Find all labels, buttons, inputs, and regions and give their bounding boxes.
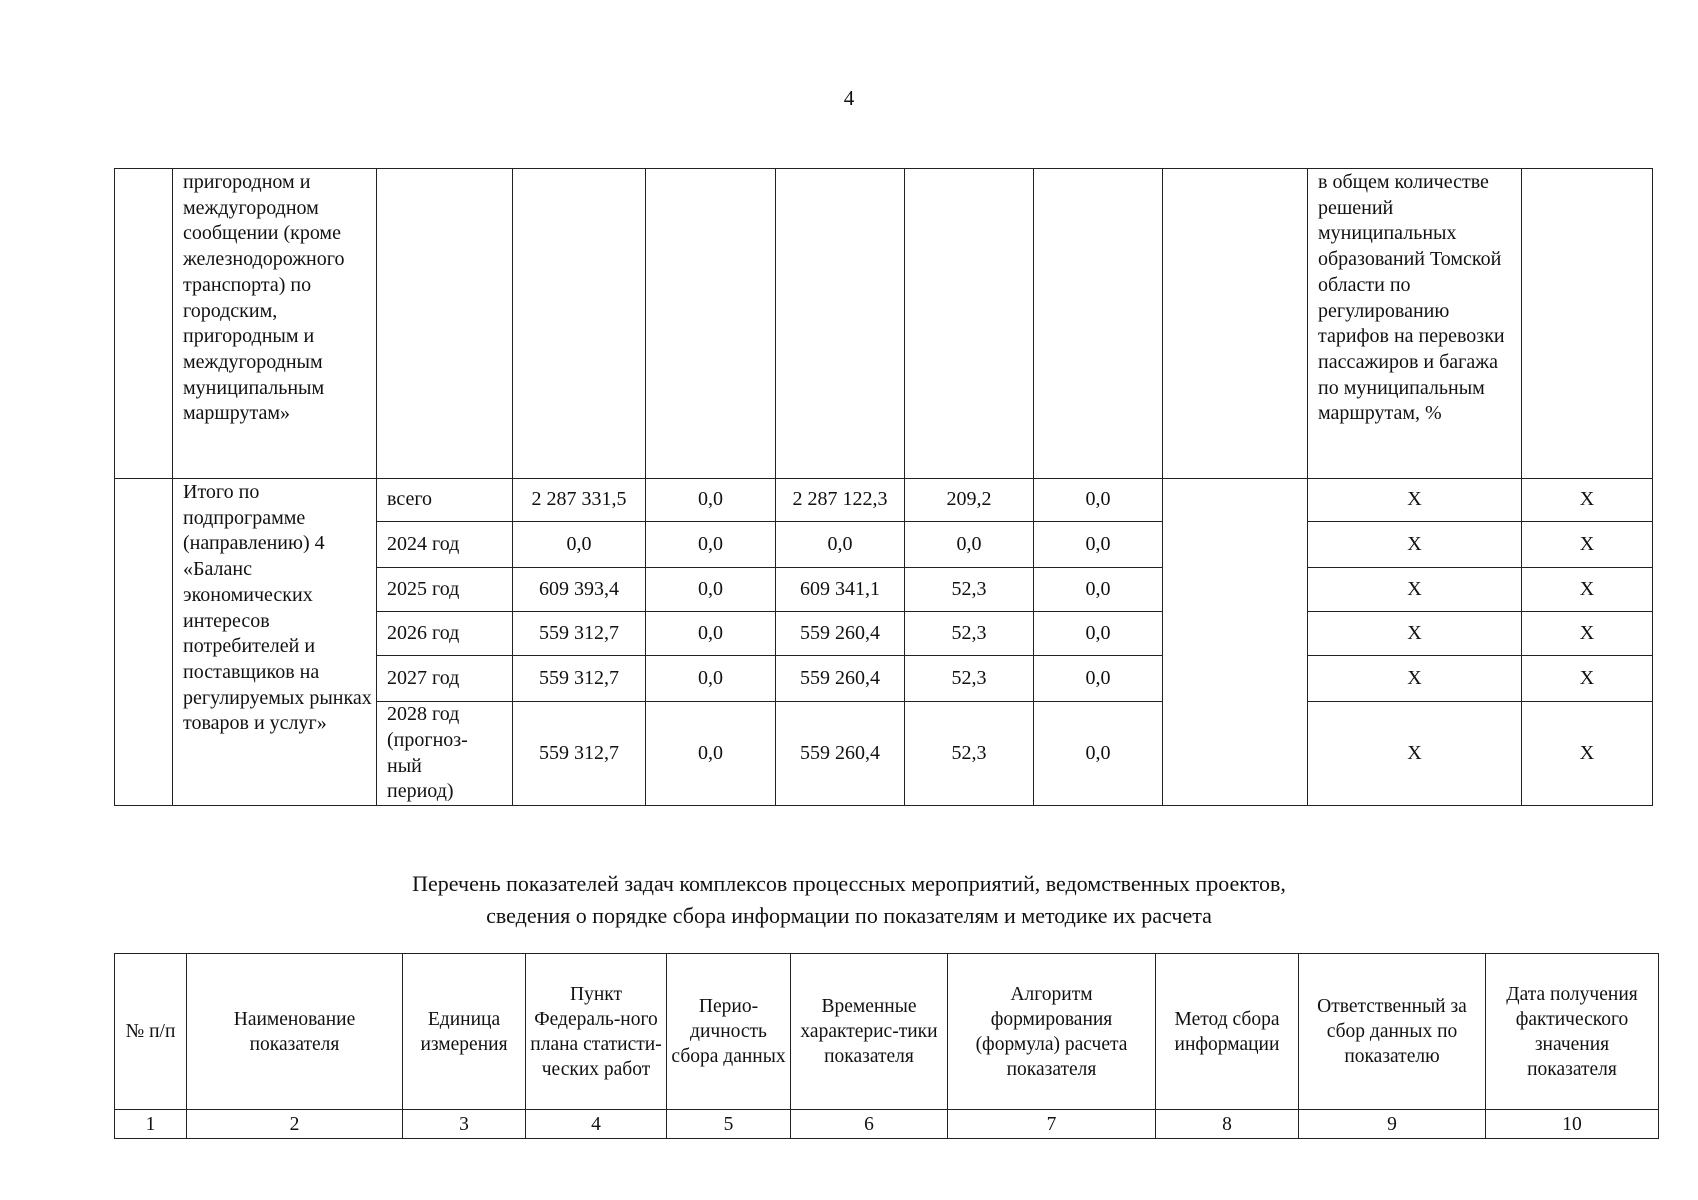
x-cell: X <box>1522 522 1653 568</box>
other-cell: 0,0 <box>1034 479 1163 522</box>
indicators-table <box>114 953 1659 1139</box>
table-row <box>115 479 1653 522</box>
local-cell: 52,3 <box>905 612 1034 656</box>
total-cell: 609 393,4 <box>513 568 646 612</box>
period-cell: 2024 год <box>377 522 513 568</box>
x-cell: X <box>1522 568 1653 612</box>
regional-cell: 559 260,4 <box>776 612 905 656</box>
period-cell: 2028 год (прогноз-ный период) <box>377 702 513 806</box>
header-cell: Перио-дичность сбора данных <box>667 954 791 1110</box>
x-cell: X <box>1522 479 1653 522</box>
header-cell: Ответственный за сбор данных по показателю <box>1299 954 1486 1110</box>
header-cell: Пункт Федераль-ного плана статисти-ческих работ <box>526 954 667 1110</box>
regional-cell: 559 260,4 <box>776 702 905 806</box>
column-number: 9 <box>1299 1110 1486 1139</box>
period-cell: 2025 год <box>377 568 513 612</box>
local-cell: 209,2 <box>905 479 1034 522</box>
x-cell: X <box>1522 656 1653 702</box>
column-number: 5 <box>667 1110 791 1139</box>
federal-cell: 0,0 <box>646 702 776 806</box>
x-cell: X <box>1308 612 1522 656</box>
x-cell: X <box>1522 612 1653 656</box>
header-cell: Временные характерис-тики показателя <box>791 954 948 1110</box>
local-cell: 52,3 <box>905 702 1034 806</box>
section-title-line1: Перечень показателей задач комплексов процессных мероприятий, ведомственных проектов, <box>412 871 1286 896</box>
local-cell: 52,3 <box>905 568 1034 612</box>
total-cell: 2 287 331,5 <box>513 479 646 522</box>
other-cell: 0,0 <box>1034 612 1163 656</box>
period-cell: 2027 год <box>377 656 513 702</box>
federal-cell: 0,0 <box>646 522 776 568</box>
header-cell: Метод сбора информации <box>1156 954 1299 1110</box>
header-cell: Наименование показателя <box>187 954 403 1110</box>
other-cell: 0,0 <box>1034 656 1163 702</box>
header-row <box>115 954 1659 1110</box>
column-number: 8 <box>1156 1110 1299 1139</box>
period-cell: всего <box>377 479 513 522</box>
cell-index <box>115 479 173 806</box>
header-cell: Единица измерения <box>403 954 526 1110</box>
total-cell: 0,0 <box>513 522 646 568</box>
period-cell: 2026 год <box>377 612 513 656</box>
x-cell: X <box>1522 702 1653 806</box>
federal-cell: 0,0 <box>646 479 776 522</box>
x-cell: X <box>1308 656 1522 702</box>
local-cell: 0,0 <box>905 522 1034 568</box>
other-cell: 0,0 <box>1034 522 1163 568</box>
federal-cell: 0,0 <box>646 656 776 702</box>
empty-merged-cell <box>1163 479 1308 806</box>
x-cell: X <box>1308 568 1522 612</box>
section-title-line2: сведения о порядке сбора информации по показателям и методике их расчета <box>486 903 1212 928</box>
page-number: 4 <box>843 86 855 110</box>
financing-table <box>114 168 1653 806</box>
continued-row <box>115 169 1653 479</box>
other-cell: 0,0 <box>1034 702 1163 806</box>
column-number-row <box>115 1110 1659 1139</box>
regional-cell: 0,0 <box>776 522 905 568</box>
column-number: 1 <box>115 1110 187 1139</box>
regional-cell: 2 287 122,3 <box>776 479 905 522</box>
x-cell: X <box>1308 522 1522 568</box>
header-cell: Дата получения фактического значения показателя <box>1486 954 1659 1110</box>
column-number: 6 <box>791 1110 948 1139</box>
local-cell: 52,3 <box>905 656 1034 702</box>
cell-index <box>115 169 173 479</box>
federal-cell: 0,0 <box>646 568 776 612</box>
regional-cell: 609 341,1 <box>776 568 905 612</box>
column-number: 10 <box>1486 1110 1659 1139</box>
other-cell: 0,0 <box>1034 568 1163 612</box>
section-title <box>0 868 1698 932</box>
subprogram-total-label: Итого по подпрограмме (направлению) 4 «Баланс экономических интересов потребителей и поставщиков на регулируемых рынках товаров и услуг» <box>173 479 377 806</box>
column-number: 2 <box>187 1110 403 1139</box>
total-cell: 559 312,7 <box>513 702 646 806</box>
federal-cell: 0,0 <box>646 612 776 656</box>
total-cell: 559 312,7 <box>513 656 646 702</box>
total-cell: 559 312,7 <box>513 612 646 656</box>
column-number: 4 <box>526 1110 667 1139</box>
column-number: 7 <box>948 1110 1156 1139</box>
x-cell: X <box>1308 479 1522 522</box>
header-cell: № п/п <box>115 954 187 1110</box>
continued-event-name: пригородном и междугородном сообщении (кроме железнодорожного транспорта) по городским, пригородным и междугородным муниципальным маршрутам» <box>173 169 377 479</box>
continued-indicator-name: в общем количестве решений муниципальных образований Томской области по регулированию тарифов на перевозки пассажиров и багажа по муниципальным маршрутам, % <box>1308 169 1522 479</box>
column-number: 3 <box>403 1110 526 1139</box>
header-cell: Алгоритм формирования (формула) расчета показателя <box>948 954 1156 1110</box>
regional-cell: 559 260,4 <box>776 656 905 702</box>
x-cell: X <box>1308 702 1522 806</box>
